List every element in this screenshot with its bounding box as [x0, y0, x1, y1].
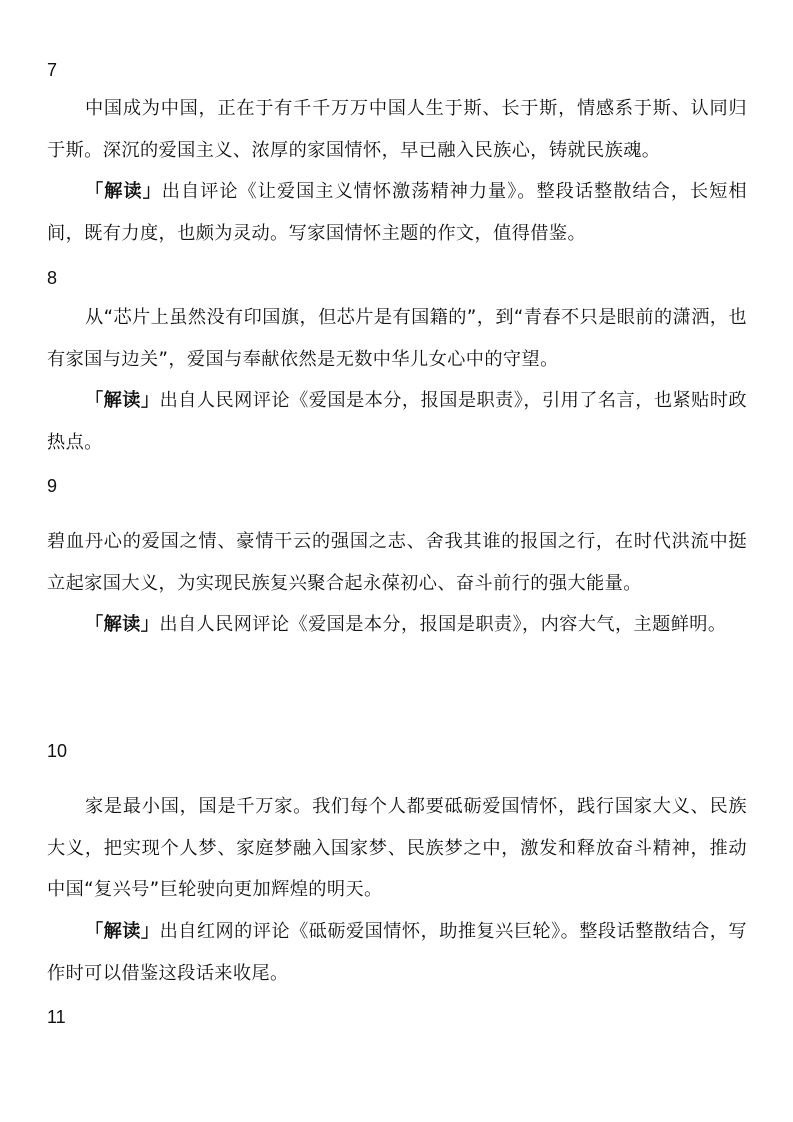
commentary-text: 出自评论《让爱国主义情怀激荡精神力量》。整段话整散结合，长短相间，既有力度，也颇为灵动。写家国情怀主题的作文，值得借鉴。	[47, 181, 747, 244]
commentary-text: 出自人民网评论《爱国是本分，报国是职责》，引用了名言，也紧贴时政热点。	[47, 390, 747, 453]
item-number: 9	[47, 476, 58, 496]
commentary-tag: 「解读」	[85, 181, 162, 202]
item-number: 10	[47, 741, 68, 761]
commentary-tag: 「解读」	[85, 921, 160, 942]
item-number: 7	[47, 60, 58, 80]
quote-paragraph: 中国成为中国，正在于有千千万万中国人生于斯、长于斯，情感系于斯、认同归于斯。深沉的爱国主义、浓厚的家国情怀，早已融入民族心，铸就民族魂。	[47, 98, 747, 161]
commentary-paragraph	[47, 604, 747, 646]
quote-paragraph: 家是最小国，国是千万家。我们每个人都要砥砺爱国情怀，践行国家大义、民族大义，把实现个人梦、家庭梦融入国家梦、民族梦之中，激发和释放奋斗精神，推动中国“复兴号”巨轮驶向更加辉煌的明天。	[47, 796, 747, 900]
quote-paragraph: 从“芯片上虽然没有印国旗，但芯片是有国籍的”，到“青春不只是眼前的潇洒，也有家国与边关”，爱国与奉献依然是无数中华儿女心中的守望。	[47, 307, 747, 370]
quote-paragraph: 碧血丹心的爱国之情、豪情干云的强国之志、舍我其谁的报国之行，在时代洪流中挺立起家国大义，为实现民族复兴聚合起永葆初心、奋斗前行的强大能量。	[47, 531, 747, 594]
commentary-text: 出自红网的评论《砥砺爱国情怀，助推复兴巨轮》。整段话整散结合，写作时可以借鉴这段话来收尾。	[47, 921, 747, 984]
item-number: 11	[47, 1007, 66, 1027]
item-number: 8	[47, 268, 58, 288]
commentary-text: 出自人民网评论《爱国是本分，报国是职责》，内容大气，主题鲜明。	[159, 614, 727, 635]
commentary-paragraph	[47, 171, 747, 254]
commentary-paragraph	[47, 911, 747, 994]
commentary-paragraph	[47, 380, 747, 463]
commentary-tag: 「解读」	[85, 614, 160, 635]
commentary-tag: 「解读」	[85, 390, 160, 411]
